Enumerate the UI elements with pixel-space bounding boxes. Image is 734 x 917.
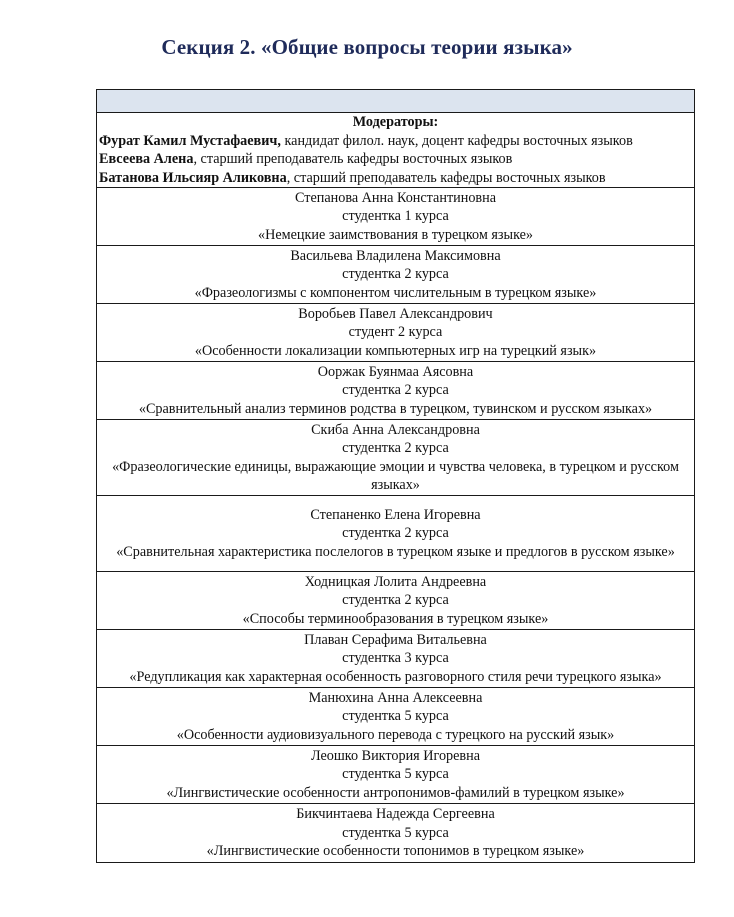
- speaker-name: Бикчинтаева Надежда Сергеевна: [296, 806, 495, 823]
- speaker-course: студентка 2 курса: [342, 440, 449, 456]
- moderator-item: [99, 169, 692, 188]
- table-header-band: [97, 90, 694, 113]
- speaker-name: Леошко Виктория Игоревна: [310, 747, 481, 764]
- speaker-row: [97, 630, 694, 688]
- speaker-course: студентка 1 курса: [342, 208, 449, 225]
- speaker-topic: «Способы терминообразования в турецком языке»: [242, 610, 549, 627]
- speaker-name: Плаван Серафима Витальевна: [304, 631, 487, 648]
- speaker-row: [97, 188, 694, 246]
- speaker-row: [97, 246, 694, 304]
- speaker-course: студентка 5 курса: [342, 824, 449, 841]
- speaker-topic: «Лингвистические особенности топонимов в турецком языке»: [206, 843, 585, 860]
- speaker-name: Ооржак Буянмаа Аясовна: [317, 363, 474, 380]
- moderator-role: , старший преподаватель кафедры восточных языков: [193, 151, 513, 167]
- moderator-item: [99, 132, 692, 151]
- speaker-name: Манюхина Анна Алексеевна: [308, 689, 483, 706]
- speaker-topic: «Немецкие заимствования в турецком языке»: [257, 226, 533, 243]
- speaker-topic: «Фразеологические единицы, выражающие эмоции и чувства человека, в турецком и русском языках»: [112, 458, 679, 493]
- speaker-course: студент 2 курса: [348, 324, 443, 341]
- speaker-topic: «Лингвистические особенности антропонимов-фамилий в турецком языке»: [166, 784, 625, 801]
- speaker-course: студентка 5 курса: [342, 766, 449, 783]
- speaker-course: студентка 2 курса: [342, 382, 449, 399]
- speaker-row: [97, 688, 694, 746]
- moderators-heading: Модераторы:: [352, 114, 439, 130]
- moderator-name: Евсеева Алена: [99, 151, 194, 167]
- speaker-topic: «Особенности аудиовизуального перевода с турецкого на русский язык»: [176, 726, 615, 743]
- speaker-course: студентка 2 курса: [342, 592, 449, 609]
- moderators-cell: [97, 113, 694, 188]
- speaker-name: Ходницкая Лолита Андреевна: [304, 573, 487, 590]
- speaker-course: студентка 2 курса: [342, 266, 449, 283]
- moderator-role: кандидат филол. наук, доцент кафедры восточных языков: [280, 132, 633, 149]
- speaker-row: [97, 362, 694, 420]
- speaker-name: Воробьев Павел Александрович: [298, 305, 493, 322]
- speaker-course: студентка 2 курса: [342, 525, 449, 542]
- section-title: Секция 2. «Общие вопросы теории языка»: [161, 35, 573, 59]
- speaker-topic: «Сравнительная характеристика послелогов в турецком языке и предлогов в русском языке»: [116, 543, 675, 560]
- speaker-row: [97, 572, 694, 630]
- speaker-topic: «Фразеологизмы с компонентом числительным в турецком языке»: [194, 284, 597, 301]
- speaker-row: [97, 496, 694, 572]
- moderator-name: Фурат Камил Мустафаевич,: [99, 132, 281, 149]
- speaker-course: студентка 3 курса: [342, 650, 449, 667]
- speaker-name: Васильева Владилена Максимовна: [290, 247, 501, 264]
- speaker-name: Степаненко Елена Игоревна: [310, 506, 481, 523]
- speaker-row: [97, 304, 694, 362]
- moderator-role: , старший преподаватель кафедры восточных языков: [286, 169, 606, 186]
- speaker-row: [97, 746, 694, 804]
- speaker-topic: «Особенности локализации компьютерных игр на турецкий язык»: [194, 342, 597, 359]
- speaker-name: Скиба Анна Александровна: [311, 421, 480, 438]
- speaker-row: [97, 420, 694, 496]
- speaker-row: [97, 804, 694, 862]
- moderator-item: [99, 150, 692, 169]
- program-table: [96, 89, 695, 863]
- speaker-topic: «Сравнительный анализ терминов родства в турецком, тувинском и русском языках»: [138, 400, 653, 417]
- moderator-name: Батанова Ильсияр Аликовна: [99, 169, 287, 186]
- speaker-topic: «Редупликация как характерная особенность разговорного стиля речи турецкого языка»: [129, 668, 662, 685]
- speaker-name: Степанова Анна Константиновна: [294, 189, 497, 206]
- speaker-course: студентка 5 курса: [342, 708, 449, 725]
